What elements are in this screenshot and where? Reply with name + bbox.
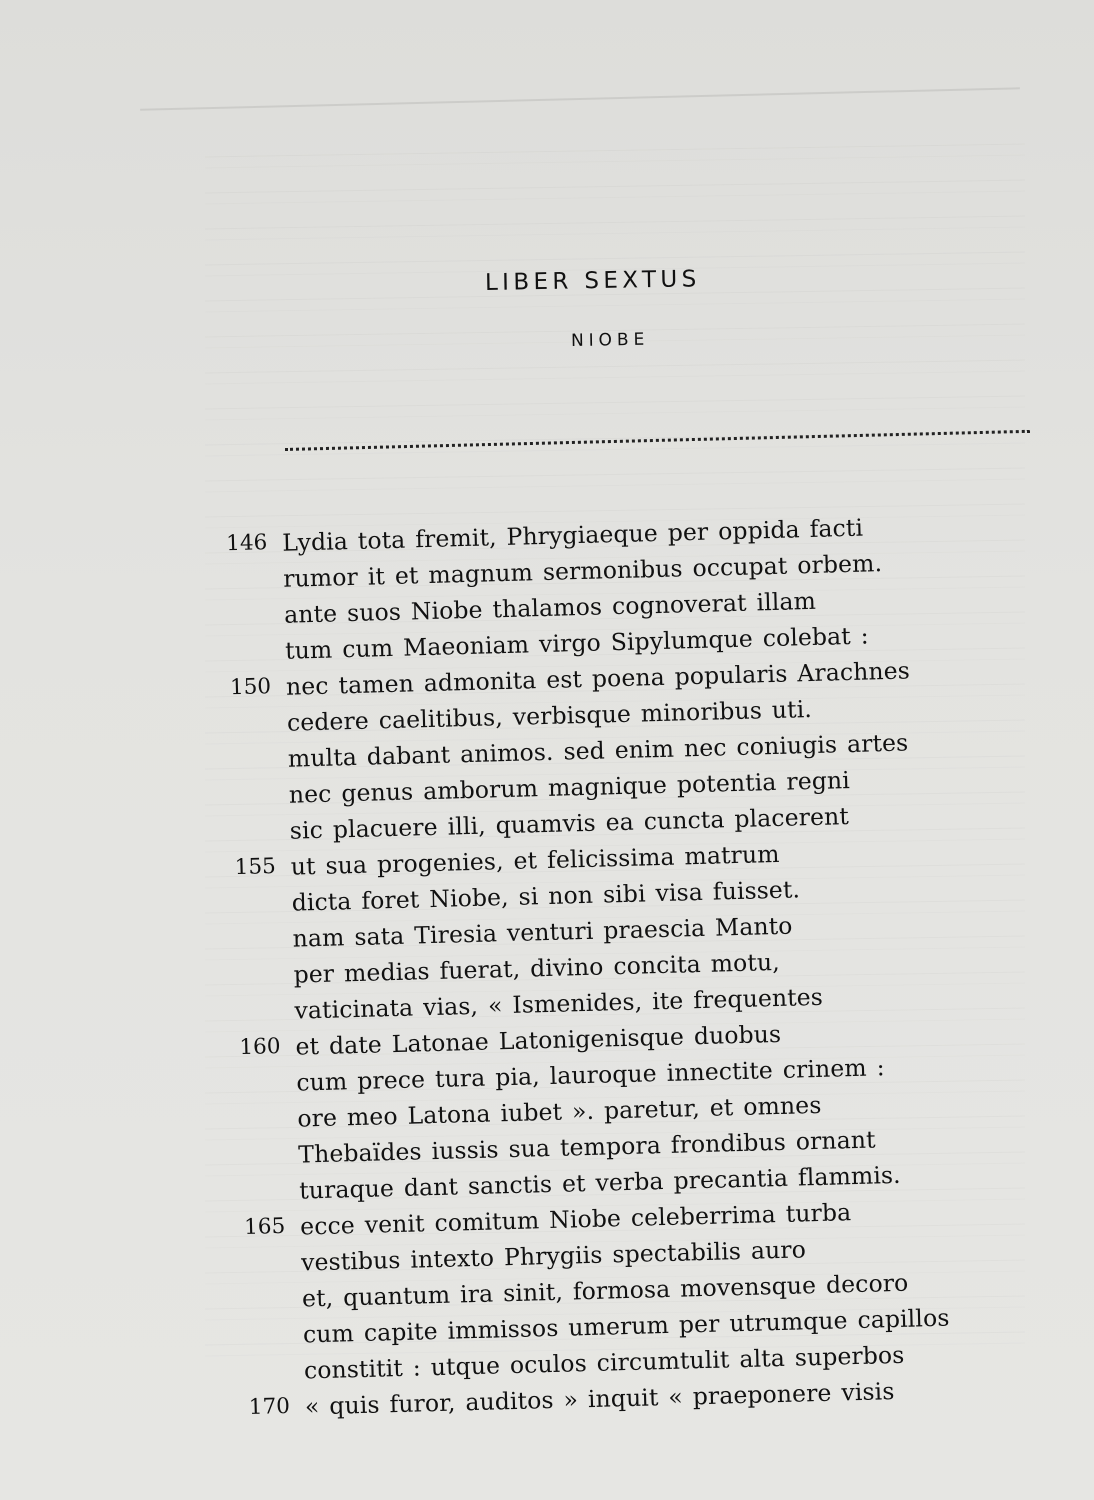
verse-line: Lydia tota fremit, Phrygiaeque per oppida facti <box>281 513 864 557</box>
line-number <box>231 1281 288 1318</box>
line-number <box>230 1245 287 1282</box>
line-number <box>226 1101 283 1138</box>
verse-line: et, quantum ira sinit, formosa movensque decoro <box>301 1268 909 1313</box>
verse-line: multa dabant animos. sed enim nec coniugis artes <box>287 728 909 773</box>
verse-line: nec genus amborum magnique potentia regni <box>288 766 851 809</box>
line-number <box>232 1317 289 1354</box>
line-number <box>216 705 273 742</box>
verse-line: ut sua progenies, et felicissima matrum <box>290 839 780 881</box>
verse-line: cedere caelitibus, verbisque minoribus uti. <box>286 694 813 737</box>
line-number: 160 <box>239 1034 281 1061</box>
verse-line: nec tamen admonita est poena popularis Arachnes <box>285 656 911 701</box>
line-number <box>214 633 271 670</box>
verse-line: cum prece tura pia, lauroque innectite crinem : <box>296 1053 886 1097</box>
verse-line: « quis furor, auditos » inquit « praeponere visis <box>304 1377 895 1421</box>
line-number: 165 <box>243 1213 286 1241</box>
verse-line: Thebaïdes iussis sua tempora frondibus ornant <box>297 1125 876 1169</box>
verse-line: constitit : utque oculos circumtulit alta superbos <box>303 1340 905 1385</box>
line-number: 150 <box>229 674 272 701</box>
verse-line: ante suos Niobe thalamos cognoverat illam <box>283 586 817 629</box>
line-number <box>223 993 280 1030</box>
verse-line: ore meo Latona iubet ». paretur, et omnes <box>297 1090 822 1133</box>
line-number: 155 <box>234 854 277 881</box>
verse-line: rumor it et magnum sermonibus occupat orbem. <box>282 549 883 593</box>
verse-line: per medias fuerat, divino concita motu, <box>293 947 781 989</box>
line-number <box>222 957 279 994</box>
line-number <box>221 921 278 958</box>
line-number <box>233 1353 290 1390</box>
line-number <box>227 1137 284 1174</box>
book-title: LIBER SEXTUS <box>484 266 701 296</box>
verse-line: turaque dant sanctis et verba precantia flammis. <box>298 1160 902 1205</box>
verse-line: vestibus intexto Phrygiis spectabilis auro <box>300 1235 807 1277</box>
verse-line: sic placuere illi, quamvis ea cuncta placerent <box>289 802 850 845</box>
line-number <box>213 597 270 634</box>
line-number <box>218 813 275 850</box>
section-title: NIOBE <box>570 329 650 351</box>
line-number <box>220 885 277 922</box>
verse-line: dicta foret Niobe, si non sibi visa fuisset. <box>291 875 801 917</box>
verse-line: vaticinata vias, « Ismenides, ite frequentes <box>294 982 824 1025</box>
verse-line: cum capite immissos umerum per utrumque capillos <box>302 1303 950 1349</box>
verse-line: ecce venit comitum Niobe celeberrima turba <box>299 1198 852 1241</box>
line-number <box>217 777 274 814</box>
line-number: 146 <box>225 530 268 557</box>
verse-line: et date Latonae Latonigenisque duobus <box>295 1019 782 1061</box>
line-number <box>225 1065 282 1102</box>
line-number: 170 <box>248 1393 291 1420</box>
verse-line: tum cum Maeoniam virgo Sipylumque colebat : <box>284 621 870 665</box>
verse-line: nam sata Tiresia venturi praescia Manto <box>292 911 793 953</box>
line-number <box>217 741 274 778</box>
line-number <box>228 1173 285 1210</box>
line-number <box>212 561 269 598</box>
